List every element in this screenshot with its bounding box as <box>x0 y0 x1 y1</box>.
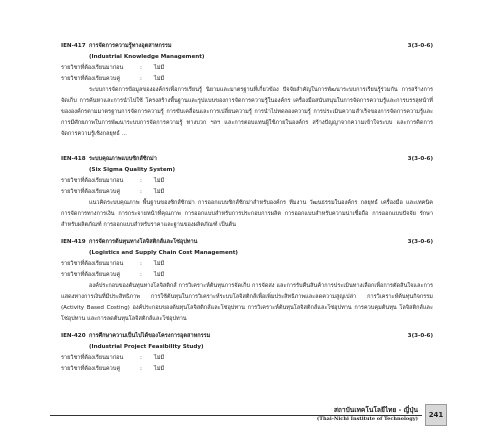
colon: : <box>140 272 142 278</box>
course-header <box>61 331 433 342</box>
course-header <box>61 237 433 248</box>
colon: : <box>140 178 142 184</box>
course-entry <box>61 154 433 231</box>
prerequisite-value: ไม่มี <box>154 178 165 184</box>
colon: : <box>140 366 142 372</box>
prerequisite-value: ไม่มี <box>154 261 165 267</box>
colon: : <box>140 76 142 82</box>
colon: : <box>140 355 142 361</box>
course-credits: 3(3-0-6) <box>407 156 433 162</box>
colon: : <box>140 189 142 195</box>
corequisite-label: รายวิชาที่ต้องเรียนควบคู่ <box>61 366 121 372</box>
prerequisite-label: รายวิชาที่ต้องเรียนมาก่อน <box>61 178 124 184</box>
prerequisite-row <box>61 63 433 74</box>
prerequisite-label: รายวิชาที่ต้องเรียนมาก่อน <box>61 65 124 71</box>
institute-name-english: (Thai-Nichi Institute of Technology) <box>316 416 418 422</box>
corequisite-label: รายวิชาที่ต้องเรียนควบคู่ <box>61 189 121 195</box>
course-credits: 3(3-0-6) <box>407 333 433 339</box>
corequisite-row <box>61 74 433 85</box>
prerequisite-row <box>61 353 433 364</box>
course-title-english-row <box>61 248 433 259</box>
course-header <box>61 41 433 52</box>
course-credits: 3(3-0-6) <box>407 239 433 245</box>
course-title-english: (Industrial Knowledge Management) <box>89 54 205 60</box>
course-title-english: (Logistics and Supply Chain Cost Management) <box>89 250 238 256</box>
corequisite-row <box>61 364 433 375</box>
page-number: 241 <box>425 404 447 426</box>
corequisite-value: ไม่มี <box>154 272 165 278</box>
course-entry <box>61 41 433 140</box>
course-title-english-row <box>61 165 433 176</box>
course-title-thai: การจัดการต้นทุนทางโลจิสติกส์และโซ่อุปทาน <box>89 239 198 245</box>
colon: : <box>140 65 142 71</box>
course-credits: 3(3-0-6) <box>407 43 433 49</box>
corequisite-value: ไม่มี <box>154 76 165 82</box>
course-title-thai: การศึกษาความเป็นไปได้ของโครงการอุตสาหกรรม <box>89 333 211 339</box>
corequisite-value: ไม่มี <box>154 366 165 372</box>
prerequisite-row <box>61 176 433 187</box>
course-title-thai: การจัดการความรู้ทางอุตสาหกรรม <box>89 43 172 49</box>
institute-name-thai: สถาบันเทคโนโลยีไทย - ญี่ปุ่น <box>333 406 418 414</box>
prerequisite-label: รายวิชาที่ต้องเรียนมาก่อน <box>61 355 124 361</box>
colon: : <box>140 261 142 267</box>
prerequisite-row <box>61 259 433 270</box>
course-code: IEN-417 <box>61 43 86 49</box>
course-title-english-row <box>61 342 433 353</box>
course-code: IEN-420 <box>61 333 86 339</box>
course-code: IEN-419 <box>61 239 86 245</box>
course-title-english: (Six Sigma Quality System) <box>89 167 176 173</box>
course-title-english-row <box>61 52 433 63</box>
course-header <box>61 154 433 165</box>
prerequisite-value: ไม่มี <box>154 65 165 71</box>
corequisite-label: รายวิชาที่ต้องเรียนควบคู่ <box>61 76 121 82</box>
course-entry <box>61 237 433 325</box>
prerequisite-value: ไม่มี <box>154 355 165 361</box>
page-footer <box>0 404 480 426</box>
course-description: แนวคิดระบบคุณภาพ พื้นฐานของซิกส์ซิกม่า การออกแบบซิกส์ซิกม่าสำหรับองค์กร ทีมงาน วัฒนธรรมในองค์กร กลยุทธ์ เครื่องมือ และเทคนิค การจัดการทางการเงิน การกระจายหน้าที่คุณภาพ การออกแบบสำหรับการประกอบการผลิต การออกแบบสำหรับความน่าเชื่อถือ การออกแบบปัจจัย รักษาสำหรับผลิตภัณฑ์ การออกแบบสำหรับราคาและฐานของผลิตภัณฑ์ เป็นต้น <box>61 200 433 228</box>
course-entry <box>61 331 433 375</box>
corequisite-row <box>61 187 433 198</box>
corequisite-row <box>61 270 433 281</box>
course-code: IEN-418 <box>61 156 86 162</box>
corequisite-value: ไม่มี <box>154 189 165 195</box>
prerequisite-label: รายวิชาที่ต้องเรียนมาก่อน <box>61 261 124 267</box>
course-description: องค์ประกอบของต้นทุนทางโลจิสติกส์ การวิเคราะห์ต้นทุนการจัดเก็บ การจัดส่ง และการรับคืนสินค้าการประเมินทางเลือกเพื่อการตัดสินใจและการแสดงทางการเงินที่มีประสิทธิภาพ การใช้ต้นทุนในการวิเคราะห์ระบบโลจิสติกส์เพื่อเพิ่มประสิทธิภาพและลดความสูญเปล่า การวิเคราะห์ต้นทุนกิจกรรม (Activity Based Costing) องค์ประกอบของต้นทุนโลจิสติกส์และโซ่อุปทาน การวิเคราะห์ต้นทุนโลจิสติกส์และโซ่อุปทาน การควบคุมต้นทุน โลจิสติกส์และโซ่อุปทาน และการลดต้นทุนโลจิสติกส์และโซ่อุปทาน <box>61 283 433 322</box>
course-title-english: (Industrial Project Feasibility Study) <box>89 344 204 350</box>
course-description: ระบบการจัดการข้อมูลขององค์กรเพื่อการเรียนรู้ นิยามและมาตรฐานที่เกี่ยวข้อง ปัจจัยสำคัญในการพัฒนาระบบการเรียนรู้ร่วมกัน การสร้างการจัดเก็บ การค้นหาและการนำไปใช้ โครงสร้างพื้นฐานและรูปแบบของการจัดการความรู้ในองค์กร เครื่องมือสนับสนุนในการจัดการความรู้และการบรรลุหน้าที่ขององค์กรตามมาตรฐานการจัดการความรู้ การขับเคลื่อนและการเปลี่ยนความรู้ การนำไปทดลองความรู้ การประเมินความสำเร็จของการจัดการความรู้และการมีศักยภาพในการพัฒนาระบบการจัดการความรู้ ทางบวก ฯลฯ และการตอบแทนผู้ใช้ภายในองค์กร สร้างปัญญาจากความเข้าใจระบบ และการคิดการจัดการความรู้เชิงกลยุทธ์ ... <box>61 87 433 137</box>
corequisite-label: รายวิชาที่ต้องเรียนควบคู่ <box>61 272 121 278</box>
course-title-thai: ระบบคุณภาพแบบซิกส์ซิกม่า <box>89 156 157 162</box>
